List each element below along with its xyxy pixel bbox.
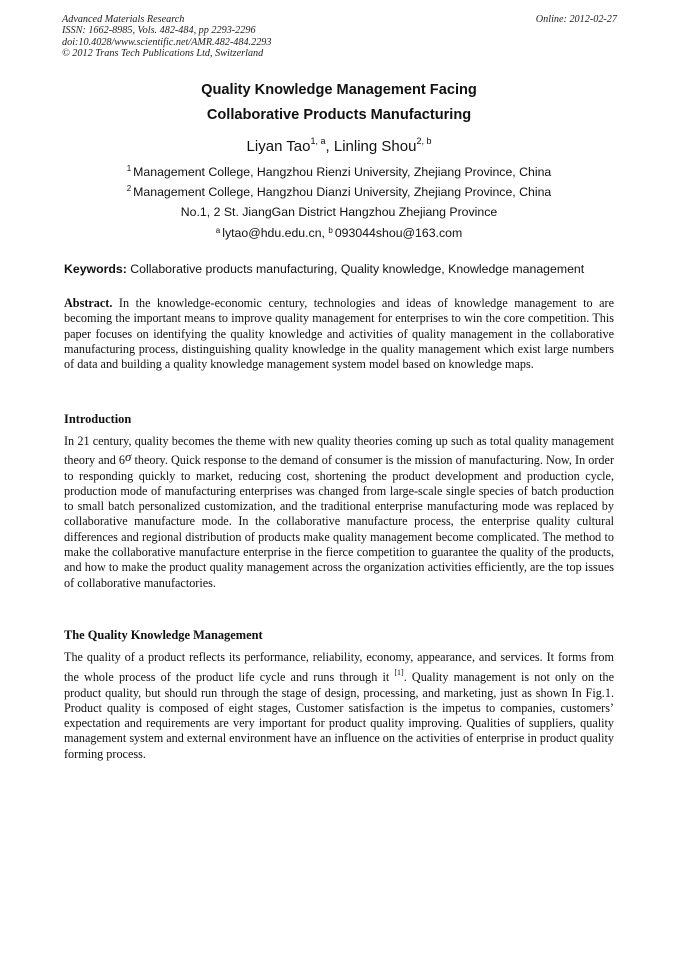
paper-title-line1: Quality Knowledge Management Facing [201, 82, 477, 98]
copyright-line: © 2012 Trans Tech Publications Ltd, Switzerland [62, 47, 264, 59]
abstract-label: Abstract. [64, 296, 113, 310]
introduction-text: In 21 century, quality becomes the theme with new quality theories coming up such as total quality management theory and 6 [64, 434, 614, 468]
email-link[interactable]: lytao@hdu.edu.cn, [222, 226, 329, 240]
author-name: Linling Shou [333, 138, 417, 155]
email-marker: b [328, 226, 333, 235]
citation-reference[interactable]: [1] [394, 668, 404, 678]
author-list [0, 136, 678, 155]
issn-line: ISSN: 1662-8985, Vols. 482-484, pp 2293-2296 [62, 25, 256, 37]
author-affiliation-marker: 2, b [416, 136, 432, 146]
author-emails [0, 226, 678, 240]
keywords-text: Collaborative products manufacturing, Quality knowledge, Knowledge management [126, 262, 585, 276]
introduction-text: theory. Quick response to the demand of consumer is the mission of manufacturing. Now, In order to responding quickly to market, reducing cost, shortening the product development and production cycle, production mode of manufacturing enterprises was changed from large-scale single species of batch production to small batch personalized customization, and the traditional enterprise manufacturing mode was replaced by collaborative manufacture mode. In the collaborative manufacture process, the enterprise quality cultural differences and regional distribution of products make quality management become complicated. The method to make the collaborative manufacture enterprise in the fierce competition to guarantee the quality of the products, and how to make the product quality management across the organization activities efficiently, are the top issues of collaborative manufactories. [64, 453, 614, 590]
affiliation-number: 2 [126, 184, 132, 193]
author-affiliation-marker: 1, a [310, 136, 326, 146]
doi-line[interactable]: doi:10.4028/www.scientific.net/AMR.482-484.2293 [62, 36, 272, 48]
paper-title-line2: Collaborative Products Manufacturing [206, 107, 472, 123]
affiliation-text: Management College, Hangzhou Rienzi University, Zhejiang Province, China [133, 165, 552, 179]
online-date: Online: 2012-02-27 [535, 14, 617, 25]
author-separator: , [325, 138, 334, 155]
email-link[interactable]: 093044shou@163.com [334, 226, 463, 240]
affiliation-text: Management College, Hangzhou Dianzi University, Zhejiang Province, China [133, 185, 552, 199]
affiliation-address: No.1, 2 St. JiangGan District Hangzhou Zhejiang Province [180, 205, 498, 219]
journal-name: Advanced Materials Research [62, 14, 185, 25]
sigma-symbol: σ [124, 449, 132, 465]
section-text: . Quality management is not only on the product quality, but should run through the stage of design, processing, and marketing, just as shown In Fig.1. Product quality is composed of eight stages, Customer satisfaction is the impetus to companies, customers’ expectation and requirements are very important for product quality improving. Qualities of suppliers, quality management system and external environment have an influence on the activities of enterprise in product quality forming process. [64, 670, 614, 761]
affiliation-1 [0, 164, 678, 179]
abstract-text: In the knowledge-economic century, technologies and ideas of knowledge management to are becoming the important means to improve quality management for enterprises to win the core competition. This paper focuses on identifying the quality knowledge and activities of quality management in the collaborative manufacturing process, distinguishing quality knowledge in the quality management which exist large numbers of data and building a quality knowledge management system model based on knowledge maps. [64, 296, 614, 372]
keywords-label: Keywords: [64, 262, 127, 276]
section-text: The quality of a product reflects its performance, reliability, economy, appearance, and services. It forms from the whole process of the product life cycle and runs through it [64, 650, 614, 685]
keywords-line [64, 262, 619, 276]
affiliation-2 [0, 184, 678, 199]
introduction-paragraph [64, 434, 614, 591]
affiliation-number: 1 [126, 164, 132, 173]
author-name: Liyan Tao [246, 138, 311, 155]
journal-header [62, 14, 617, 59]
email-marker: a [215, 226, 221, 235]
section-heading-quality-knowledge: The Quality Knowledge Management [64, 628, 263, 642]
abstract-paragraph [64, 296, 614, 372]
quality-knowledge-paragraph [64, 650, 614, 762]
section-heading-introduction: Introduction [64, 412, 132, 426]
